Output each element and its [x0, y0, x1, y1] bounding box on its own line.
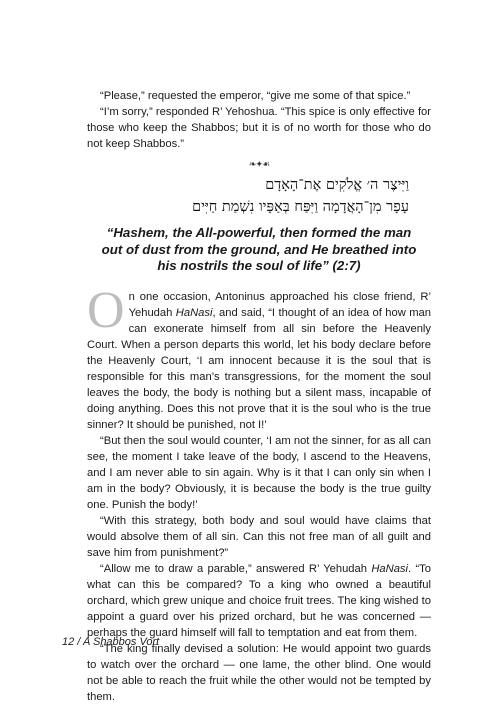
hebrew-verse-line-1: וַיִּיצֶר ה׳ אֱלֹקִים אֶת־הָאָדָם [265, 177, 409, 193]
story-p4-emphasis: HaNasi [371, 562, 408, 575]
intro-paragraph-1: “Please,” requested the emperor, “give me some of that spice.” [100, 90, 411, 102]
ornament-divider: ❧✦☙ [248, 160, 270, 170]
story-paragraph-3: “With this strategy, both body and soul would have claims that would absolve them of all sin. Can this not free man of all guilt and save him from punishment?” [87, 514, 431, 559]
drop-cap: O [87, 281, 125, 339]
story-p4-text-a: “Allow me to draw a parable,” answered R’ Yehudah [100, 562, 372, 575]
story-paragraph-4 [87, 561, 431, 641]
story-paragraph-2: “But then the soul would counter, ‘I am not the sinner, for as all can see, the moment I take leave of the body, I ascend to the Heavens, and I am never able to sin again. Why is it that I can only sin when I am in the body? Obviously, it is because the body is the true guilty one. Punish the body!’ [87, 434, 431, 511]
verse-translation: “Hashem, the All-powerful, then formed the man out of dust from the ground, and He breathed into his nostrils the soul of life” (2:7) [101, 225, 417, 273]
story-p4-text-b: . “To what can this be compared? To a king who owned a beautiful orchard, which grew unique and choice fruit trees. The king wished to appoint a guard over his prized orchard, but he was concerned — perhaps the guard himself will fall to temptation and eat from them. [87, 562, 431, 639]
story-p1-text-b: , and said, “I thought of an idea of how man can exonerate himself from all sin before the Heavenly Court. When a person departs this world, let his body declare before the Heavenly Court, ‘I am innocent because it is the soul that is responsible for this man’s transgressions, for the moment the soul leaves the body, the body is nothing but a silent mass, incapable of doing anything. Does this not prove that it is the soul who is the true sinner? It should be punished, not I!’ [87, 306, 431, 431]
story-p1-emphasis: HaNasi [175, 306, 213, 319]
story-paragraph-5: “The king finally devised a solution: He would appoint two guards to watch over the orchard — one lame, the other blind. One would not be able to reach the fruit while the other would not be tempted by them. [87, 642, 431, 703]
hebrew-verse-line-2: עָפָר מִן־הָאֲדָמָה וַיִּפַּח בְּאַפָּיו נִשְׁמַת חַיִּים [192, 199, 409, 215]
intro-paragraph-2: “I’m sorry,” responded R’ Yehoshua. “This spice is only effective for those who keep the Shabbos; but it is of no worth for those who do not keep Shabbos.” [87, 106, 431, 150]
story-p1-text-a: n one occasion, Antoninus approached his close friend, R’ Yehudah [128, 290, 431, 319]
story-paragraph-1 [87, 281, 431, 433]
page-footer: 12 / A Shabbos Vort [62, 636, 160, 648]
page-body [87, 88, 431, 705]
